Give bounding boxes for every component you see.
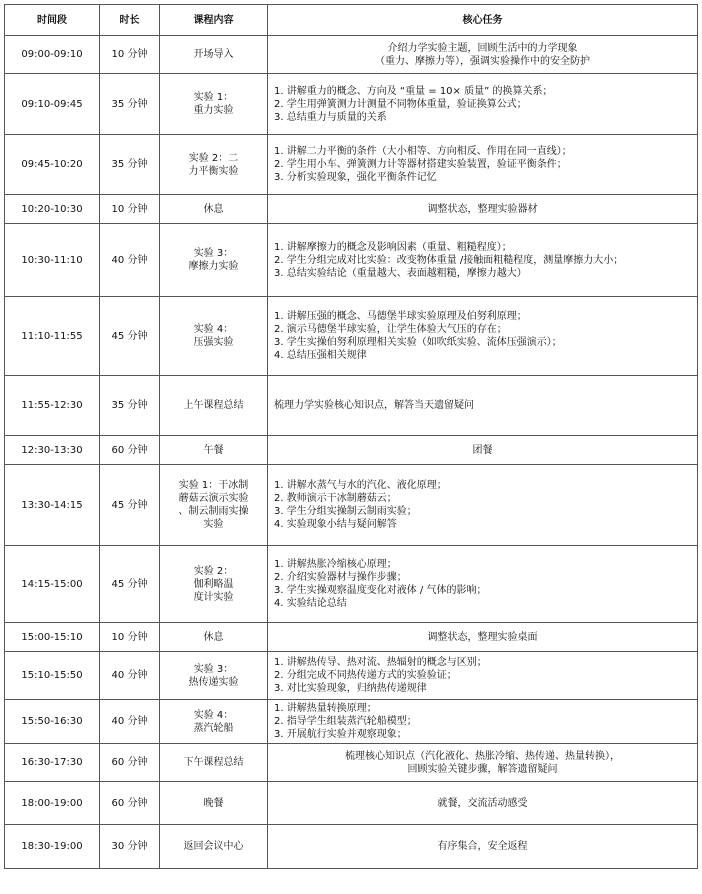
task-line: 3. 总结重力与质量的关系 <box>274 111 387 123</box>
duration-cell: 45 分钟 <box>100 465 160 546</box>
task-cell <box>268 623 698 652</box>
task-line: 回顾实验关键步骤，解答遗留疑问 <box>407 763 558 775</box>
duration-cell: 35 分钟 <box>100 135 160 195</box>
content-line: 休息 <box>203 631 224 643</box>
task-line: 3. 开展航行实验并观察现象； <box>274 729 407 740</box>
task-line: 1. 讲解热胀冷缩核心原理； <box>274 559 397 570</box>
content-line: 实验 1： <box>193 92 234 103</box>
task-line: （重力、摩擦力等），强调实验操作中的安全防护 <box>375 55 590 67</box>
content-line: 力平衡实验 <box>188 165 239 177</box>
task-line: 调整状态，整理实验器材 <box>427 203 538 215</box>
content-cell <box>160 224 268 297</box>
content-cell <box>160 195 268 224</box>
task-line: 1. 讲解重力的概念、方向及 “重量 = 10× 质量” 的换算关系； <box>274 85 553 97</box>
task-cell <box>268 36 698 74</box>
content-cell <box>160 825 268 869</box>
task-cell <box>268 825 698 869</box>
duration-cell: 40 分钟 <box>100 700 160 744</box>
task-line: 2. 学生分组完成对比实验：改变物体重量 /接触面粗糙程度，测量摩擦力大小； <box>274 254 624 266</box>
content-cell <box>160 135 268 195</box>
content-line: 实验 3： <box>193 248 234 259</box>
table-row <box>5 700 698 744</box>
content-line: 午餐 <box>203 444 224 456</box>
content-line: 重力实验 <box>193 105 234 116</box>
table-row <box>5 224 698 297</box>
table-row <box>5 74 698 135</box>
task-line: 2. 指导学生组装蒸汽轮船模型； <box>274 716 417 727</box>
content-line: 度计实验 <box>193 591 234 603</box>
task-cell <box>268 782 698 825</box>
duration-cell: 45 分钟 <box>100 546 160 623</box>
content-line: 热传递实验 <box>188 676 239 688</box>
content-line: 蒸汽轮船 <box>193 722 234 734</box>
time-cell: 10:30-11:10 <box>5 224 100 297</box>
task-line: 2. 教师演示干冰制蘑菇云； <box>274 493 397 504</box>
content-line: 下午课程总结 <box>183 757 244 768</box>
task-line: 1. 讲解二力平衡的条件（大小相等、方向相反、作用在同一直线）； <box>274 146 572 157</box>
task-cell <box>268 195 698 224</box>
content-line: 实验 1：干冰制 <box>178 480 249 491</box>
content-line: 实验 2：二 <box>188 152 239 164</box>
time-cell: 09:45-10:20 <box>5 135 100 195</box>
task-cell <box>268 135 698 195</box>
task-cell <box>268 297 698 376</box>
time-cell: 15:10-15:50 <box>5 652 100 700</box>
task-line: 4. 总结压强相关规律 <box>274 350 367 361</box>
content-line: 实验 4： <box>193 324 234 335</box>
content-line: 、制云制雨实操 <box>178 506 249 517</box>
content-line: 上午课程总结 <box>183 400 244 411</box>
duration-cell: 40 分钟 <box>100 224 160 297</box>
task-line: 有序集合，安全返程 <box>437 841 528 852</box>
content-line: 返回会议中心 <box>183 841 244 852</box>
header-time: 时间段 <box>5 5 100 36</box>
table-row <box>5 652 698 700</box>
task-line: 1. 讲解摩擦力的概念及影响因素（重量、粗糙程度）； <box>274 241 512 253</box>
task-cell <box>268 224 698 297</box>
task-line: 团餐 <box>472 444 493 456</box>
content-line: 实验 3： <box>193 663 234 675</box>
task-line: 2. 学生用小车、弹簧测力计等器材搭建实验装置，验证平衡条件； <box>274 159 567 170</box>
content-line: 休息 <box>203 203 224 215</box>
duration-cell: 45 分钟 <box>100 297 160 376</box>
task-line: 4. 实验结论总结 <box>274 598 347 609</box>
content-cell <box>160 700 268 744</box>
duration-cell: 40 分钟 <box>100 652 160 700</box>
duration-cell: 10 分钟 <box>100 36 160 74</box>
task-cell <box>268 546 698 623</box>
task-cell <box>268 744 698 782</box>
task-line: 1. 讲解压强的概念、马德堡半球实验原理及伯努利原理； <box>274 311 527 322</box>
table-row <box>5 436 698 465</box>
task-cell <box>268 74 698 135</box>
task-cell <box>268 465 698 546</box>
header-content: 课程内容 <box>160 5 268 36</box>
duration-cell: 30 分钟 <box>100 825 160 869</box>
content-line: 压强实验 <box>193 337 234 348</box>
content-line: 伽利略温 <box>193 578 234 590</box>
task-line: 4. 实验现象小结与疑问解答 <box>274 519 397 530</box>
time-cell: 15:00-15:10 <box>5 623 100 652</box>
time-cell: 09:10-09:45 <box>5 74 100 135</box>
table-header-row <box>5 5 698 36</box>
content-cell <box>160 74 268 135</box>
content-cell <box>160 546 268 623</box>
duration-cell: 10 分钟 <box>100 195 160 224</box>
content-line: 实验 4： <box>193 709 234 721</box>
header-task: 核心任务 <box>268 5 698 36</box>
task-line: 就餐，交流活动感受 <box>437 797 528 809</box>
task-cell <box>268 376 698 436</box>
content-cell <box>160 652 268 700</box>
table-row <box>5 36 698 74</box>
table-row <box>5 297 698 376</box>
table-row <box>5 546 698 623</box>
duration-cell: 60 分钟 <box>100 436 160 465</box>
time-cell: 14:15-15:00 <box>5 546 100 623</box>
task-cell <box>268 700 698 744</box>
header-duration: 时长 <box>100 5 160 36</box>
duration-cell: 60 分钟 <box>100 782 160 825</box>
time-cell: 12:30-13:30 <box>5 436 100 465</box>
task-line: 介绍力学实验主题，回顾生活中的力学现象 <box>387 42 578 54</box>
content-line: 实验 <box>203 519 224 530</box>
duration-cell: 60 分钟 <box>100 744 160 782</box>
task-line: 2. 学生用弹簧测力计测量不同物体重量，验证换算公式； <box>274 98 527 110</box>
task-line: 3. 总结实验结论（重量越大、表面越粗糙，摩擦力越大） <box>274 267 527 279</box>
duration-cell: 35 分钟 <box>100 74 160 135</box>
task-line: 3. 学生分组实操制云制雨实验； <box>274 506 417 517</box>
task-line: 3. 分析实验现象，强化平衡条件记忆 <box>274 172 437 183</box>
task-line: 3. 学生实操观察温度变化对液体 / 气体的影响； <box>274 585 487 596</box>
content-cell <box>160 36 268 74</box>
task-line: 1. 讲解热量转换原理； <box>274 703 377 714</box>
table-row <box>5 825 698 869</box>
time-cell: 16:30-17:30 <box>5 744 100 782</box>
table-row <box>5 782 698 825</box>
duration-cell: 10 分钟 <box>100 623 160 652</box>
task-line: 1. 讲解热传导、热对流、热辐射的概念与区别； <box>274 657 487 668</box>
time-cell: 13:30-14:15 <box>5 465 100 546</box>
content-line: 开场导入 <box>193 49 234 60</box>
schedule-table <box>4 4 698 869</box>
task-line: 2. 介绍实验器材与操作步骤； <box>274 572 407 583</box>
time-cell: 11:55-12:30 <box>5 376 100 436</box>
content-cell <box>160 744 268 782</box>
table-row <box>5 135 698 195</box>
table-row <box>5 465 698 546</box>
task-line: 调整状态，整理实验桌面 <box>427 631 538 643</box>
task-line: 2. 分组完成不同热传递方式的实验验证； <box>274 670 457 681</box>
time-cell: 18:30-19:00 <box>5 825 100 869</box>
content-line: 实验 2： <box>193 565 234 577</box>
task-line: 1. 讲解水蒸气与水的汽化、液化原理； <box>274 480 447 491</box>
content-cell <box>160 465 268 546</box>
time-cell: 18:00-19:00 <box>5 782 100 825</box>
time-cell: 11:10-11:55 <box>5 297 100 376</box>
content-line: 晚餐 <box>203 797 224 809</box>
task-cell <box>268 436 698 465</box>
time-cell: 09:00-09:10 <box>5 36 100 74</box>
content-cell <box>160 782 268 825</box>
table-row <box>5 623 698 652</box>
task-line: 3. 学生实操伯努利原理相关实验（如吹纸实验、流体压强演示）； <box>274 337 562 348</box>
table-row <box>5 744 698 782</box>
duration-cell: 35 分钟 <box>100 376 160 436</box>
time-cell: 10:20-10:30 <box>5 195 100 224</box>
content-cell <box>160 376 268 436</box>
table-row <box>5 195 698 224</box>
table-body <box>5 36 698 869</box>
task-cell <box>268 652 698 700</box>
task-line: 梳理核心知识点（汽化液化、热胀冷缩、热传递、热量转换）， <box>345 750 620 762</box>
task-line: 3. 对比实验现象，归纳热传递规律 <box>274 683 427 694</box>
table-row <box>5 376 698 436</box>
task-line: 2. 演示马德堡半球实验，让学生体验大气压的存在； <box>274 324 507 335</box>
task-line: 梳理力学实验核心知识点，解答当天遗留疑问 <box>274 400 474 411</box>
content-cell <box>160 436 268 465</box>
content-cell <box>160 623 268 652</box>
content-line: 摩擦力实验 <box>188 261 239 272</box>
content-cell <box>160 297 268 376</box>
time-cell: 15:50-16:30 <box>5 700 100 744</box>
content-line: 蘑菇云演示实验 <box>178 493 249 504</box>
